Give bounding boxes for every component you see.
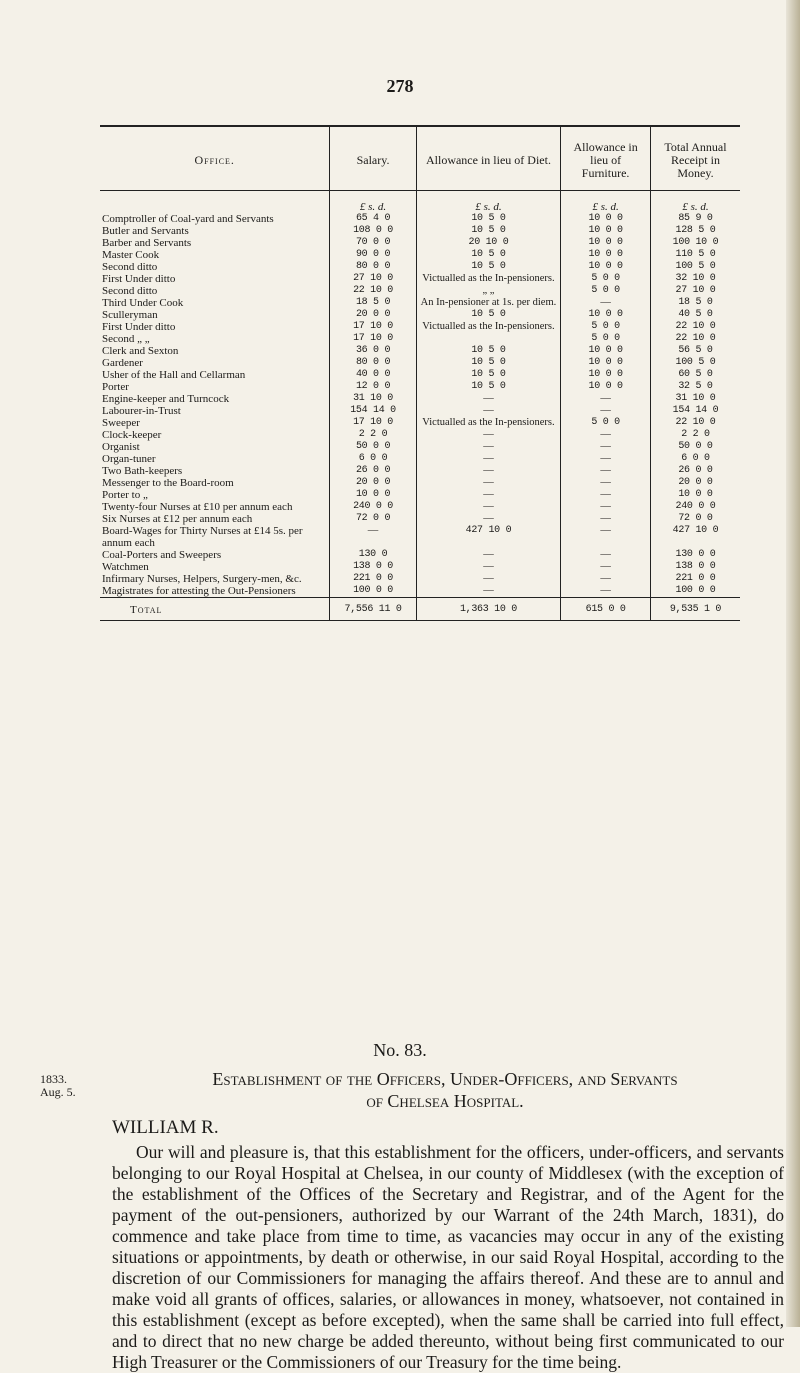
cell-total: 32 5 0 bbox=[650, 381, 740, 393]
table-row bbox=[100, 261, 740, 273]
cell-office: Gardener bbox=[102, 357, 143, 369]
cell-diet: 10 5 0 bbox=[416, 249, 561, 261]
table-row bbox=[100, 405, 740, 417]
cell-total: 100 5 0 bbox=[650, 261, 740, 273]
cell-office: Clock-keeper bbox=[102, 429, 162, 441]
cell-office: Sculleryman bbox=[102, 309, 158, 321]
total-furniture: 615 0 0 bbox=[561, 598, 651, 621]
cell-office: Butler and Servants bbox=[102, 225, 189, 237]
cell-salary: 80 0 0 bbox=[330, 357, 416, 369]
table-row bbox=[100, 585, 740, 598]
cell-salary: 22 10 0 bbox=[330, 285, 416, 297]
header-total: Total Annual Receipt in Money. bbox=[650, 126, 740, 191]
header-office: Office. bbox=[100, 126, 330, 191]
cell-salary: 18 5 0 bbox=[330, 297, 416, 309]
cell-office: Comptroller of Coal-yard and Servants bbox=[102, 213, 274, 225]
cell-diet: 10 5 0 bbox=[416, 261, 561, 273]
table-row bbox=[100, 213, 740, 225]
units-blank bbox=[100, 191, 330, 214]
establishment-table bbox=[100, 125, 740, 621]
cell-diet: An In-pensioner at 1s. per diem. bbox=[416, 297, 561, 309]
table-header-row bbox=[100, 126, 740, 191]
cell-salary: 10 0 0 bbox=[330, 489, 416, 501]
total-salary: 7,556 11 0 bbox=[330, 598, 416, 621]
sovereign-signature: WILLIAM R. bbox=[112, 1117, 219, 1138]
cell-diet: 10 5 0 bbox=[416, 369, 561, 381]
cell-salary: 65 4 0 bbox=[330, 213, 416, 225]
cell-total: 130 0 0 bbox=[650, 549, 740, 561]
cell-salary: 100 0 0 bbox=[330, 585, 416, 598]
units-row bbox=[100, 191, 740, 214]
cell-furniture: — bbox=[561, 573, 651, 585]
cell-office: Messenger to the Board-room bbox=[102, 477, 234, 489]
cell-diet: Victualled as the In-pensioners. bbox=[416, 273, 561, 285]
cell-salary: 12 0 0 bbox=[330, 381, 416, 393]
cell-salary: 2 2 0 bbox=[330, 429, 416, 441]
header-furniture: Allowance in lieu of Furniture. bbox=[561, 126, 651, 191]
cell-diet: — bbox=[416, 453, 561, 465]
cell-diet: — bbox=[416, 513, 561, 525]
cell-office: Sweeper bbox=[102, 417, 140, 429]
table-row bbox=[100, 429, 740, 441]
cell-total: 10 0 0 bbox=[650, 489, 740, 501]
cell-furniture: 10 0 0 bbox=[561, 213, 651, 225]
cell-office: Third Under Cook bbox=[102, 297, 184, 309]
table-row bbox=[100, 297, 740, 309]
cell-furniture: — bbox=[561, 561, 651, 573]
cell-diet: 10 5 0 bbox=[416, 213, 561, 225]
cell-furniture: 10 0 0 bbox=[561, 381, 651, 393]
cell-furniture: 10 0 0 bbox=[561, 345, 651, 357]
cell-furniture: — bbox=[561, 501, 651, 513]
cell-furniture: 10 0 0 bbox=[561, 237, 651, 249]
table-row bbox=[100, 357, 740, 369]
cell-office: Usher of the Hall and Cellarman bbox=[102, 369, 246, 381]
table-row bbox=[100, 513, 740, 525]
cell-furniture: 5 0 0 bbox=[561, 321, 651, 333]
cell-office: Six Nurses at £12 per annum each bbox=[102, 513, 253, 525]
cell-furniture: 5 0 0 bbox=[561, 273, 651, 285]
cell-diet: 10 5 0 bbox=[416, 381, 561, 393]
cell-furniture: — bbox=[561, 453, 651, 465]
cell-furniture: — bbox=[561, 465, 651, 477]
cell-salary: 6 0 0 bbox=[330, 453, 416, 465]
cell-office: Board-Wages for Thirty Nurses at £14 5s. per annum each bbox=[102, 525, 303, 549]
cell-diet: 20 10 0 bbox=[416, 237, 561, 249]
total-label: Total bbox=[100, 598, 330, 621]
cell-diet: „ „ bbox=[416, 285, 561, 297]
cell-total: 20 0 0 bbox=[650, 477, 740, 489]
cell-salary: 221 0 0 bbox=[330, 573, 416, 585]
date-year: 1833. bbox=[40, 1072, 67, 1086]
cell-furniture: — bbox=[561, 297, 651, 309]
cell-office: Coal-Porters and Sweepers bbox=[102, 549, 222, 561]
cell-salary: 26 0 0 bbox=[330, 465, 416, 477]
cell-office: First Under ditto bbox=[102, 273, 176, 285]
cell-salary: 50 0 0 bbox=[330, 441, 416, 453]
table-row bbox=[100, 225, 740, 237]
cell-office: Organist bbox=[102, 441, 140, 453]
cell-salary: 27 10 0 bbox=[330, 273, 416, 285]
cell-diet: 10 5 0 bbox=[416, 225, 561, 237]
cell-total: 40 5 0 bbox=[650, 309, 740, 321]
document-heading bbox=[105, 1068, 785, 1112]
cell-total: 18 5 0 bbox=[650, 297, 740, 309]
cell-total: 128 5 0 bbox=[650, 225, 740, 237]
table-row bbox=[100, 381, 740, 393]
table-row bbox=[100, 525, 740, 549]
table-row bbox=[100, 453, 740, 465]
cell-furniture: 5 0 0 bbox=[561, 285, 651, 297]
cell-total: 85 9 0 bbox=[650, 213, 740, 225]
cell-total: 154 14 0 bbox=[650, 405, 740, 417]
cell-salary: — bbox=[330, 525, 416, 549]
date-margin bbox=[40, 1073, 100, 1099]
heading-line-2: of Chelsea Hospital. bbox=[366, 1091, 524, 1111]
table-row bbox=[100, 393, 740, 405]
cell-total: 138 0 0 bbox=[650, 561, 740, 573]
cell-total: 56 5 0 bbox=[650, 345, 740, 357]
table-row bbox=[100, 369, 740, 381]
cell-total: 100 5 0 bbox=[650, 357, 740, 369]
cell-total: 22 10 0 bbox=[650, 333, 740, 345]
table-row bbox=[100, 249, 740, 261]
cell-salary: 20 0 0 bbox=[330, 477, 416, 489]
units-furniture: £ s. d. bbox=[561, 191, 651, 214]
cell-office: Watchmen bbox=[102, 561, 149, 573]
cell-salary: 70 0 0 bbox=[330, 237, 416, 249]
cell-diet bbox=[416, 333, 561, 345]
cell-office: Twenty-four Nurses at £10 per annum each bbox=[102, 501, 293, 513]
cell-total: 22 10 0 bbox=[650, 417, 740, 429]
cell-salary: 72 0 0 bbox=[330, 513, 416, 525]
cell-office: Porter to „ bbox=[102, 489, 148, 501]
cell-total: 427 10 0 bbox=[650, 525, 740, 549]
cell-total: 27 10 0 bbox=[650, 285, 740, 297]
table-row bbox=[100, 501, 740, 513]
cell-diet: — bbox=[416, 393, 561, 405]
page-edge bbox=[786, 0, 800, 1327]
cell-diet: — bbox=[416, 405, 561, 417]
units-total: £ s. d. bbox=[650, 191, 740, 214]
cell-total: 6 0 0 bbox=[650, 453, 740, 465]
cell-total: 221 0 0 bbox=[650, 573, 740, 585]
cell-furniture: 5 0 0 bbox=[561, 417, 651, 429]
cell-total: 50 0 0 bbox=[650, 441, 740, 453]
cell-office: First Under ditto bbox=[102, 321, 176, 333]
cell-salary: 108 0 0 bbox=[330, 225, 416, 237]
cell-salary: 154 14 0 bbox=[330, 405, 416, 417]
cell-diet: 10 5 0 bbox=[416, 357, 561, 369]
cell-salary: 20 0 0 bbox=[330, 309, 416, 321]
cell-furniture: — bbox=[561, 405, 651, 417]
units-diet: £ s. d. bbox=[416, 191, 561, 214]
cell-furniture: — bbox=[561, 393, 651, 405]
cell-diet: Victualled as the In-pensioners. bbox=[416, 417, 561, 429]
cell-total: 72 0 0 bbox=[650, 513, 740, 525]
cell-furniture: 10 0 0 bbox=[561, 249, 651, 261]
heading-line-1: Establishment of the Officers, Under-Officers, and Servants bbox=[212, 1069, 678, 1089]
cell-office: Infirmary Nurses, Helpers, Surgery-men, &c. bbox=[102, 573, 302, 585]
cell-total: 240 0 0 bbox=[650, 501, 740, 513]
cell-total: 100 10 0 bbox=[650, 237, 740, 249]
cell-furniture: — bbox=[561, 525, 651, 549]
cell-salary: 138 0 0 bbox=[330, 561, 416, 573]
cell-total: 100 0 0 bbox=[650, 585, 740, 598]
cell-total: 31 10 0 bbox=[650, 393, 740, 405]
cell-furniture: — bbox=[561, 585, 651, 598]
cell-office: Labourer-in-Trust bbox=[102, 405, 181, 417]
cell-office: Two Bath-keepers bbox=[102, 465, 183, 477]
table-row bbox=[100, 333, 740, 345]
cell-office: Barber and Servants bbox=[102, 237, 192, 249]
cell-salary: 240 0 0 bbox=[330, 501, 416, 513]
cell-office: Second „ „ bbox=[102, 333, 150, 345]
table-row bbox=[100, 285, 740, 297]
cell-furniture: — bbox=[561, 513, 651, 525]
cell-furniture: 10 0 0 bbox=[561, 225, 651, 237]
table-row bbox=[100, 345, 740, 357]
cell-diet: 10 5 0 bbox=[416, 345, 561, 357]
cell-office: Clerk and Sexton bbox=[102, 345, 179, 357]
cell-office: Master Cook bbox=[102, 249, 160, 261]
cell-diet: — bbox=[416, 549, 561, 561]
cell-diet: 427 10 0 bbox=[416, 525, 561, 549]
cell-furniture: — bbox=[561, 441, 651, 453]
cell-diet: — bbox=[416, 429, 561, 441]
table-row bbox=[100, 417, 740, 429]
total-total: 9,535 1 0 bbox=[650, 598, 740, 621]
cell-furniture: 5 0 0 bbox=[561, 333, 651, 345]
cell-total: 60 5 0 bbox=[650, 369, 740, 381]
cell-salary: 40 0 0 bbox=[330, 369, 416, 381]
cell-office: Second ditto bbox=[102, 285, 158, 297]
cell-total: 32 10 0 bbox=[650, 273, 740, 285]
cell-furniture: 10 0 0 bbox=[561, 369, 651, 381]
cell-diet: — bbox=[416, 489, 561, 501]
units-salary: £ s. d. bbox=[330, 191, 416, 214]
cell-salary: 90 0 0 bbox=[330, 249, 416, 261]
table-row bbox=[100, 561, 740, 573]
cell-office: Organ-tuner bbox=[102, 453, 156, 465]
cell-diet: — bbox=[416, 585, 561, 598]
cell-diet: — bbox=[416, 441, 561, 453]
header-salary: Salary. bbox=[330, 126, 416, 191]
table-row bbox=[100, 309, 740, 321]
table-row bbox=[100, 489, 740, 501]
cell-diet: — bbox=[416, 561, 561, 573]
cell-salary: 36 0 0 bbox=[330, 345, 416, 357]
cell-total: 110 5 0 bbox=[650, 249, 740, 261]
total-diet: 1,363 10 0 bbox=[416, 598, 561, 621]
cell-furniture: 10 0 0 bbox=[561, 309, 651, 321]
cell-furniture: — bbox=[561, 429, 651, 441]
cell-total: 22 10 0 bbox=[650, 321, 740, 333]
cell-salary: 130 0 bbox=[330, 549, 416, 561]
warrant-body: Our will and pleasure is, that this establishment for the officers, under-officers, and servants belonging to our Royal Hospital at Chelsea, in our county of Middlesex (with the exception of the establishment of the Offices of the Secretary and Registrar, and of the Agent for the payment of the out-pensioners, authorized by our Warrant of the 24th March, 1831), do commence and take place from time to time, as vacancies may occur in any of the existing situations or appointments, by death or otherwise, in our said Royal Hospital, according to the discretion of our Commissioners for managing the affairs thereof. And these are to annul and make void all grants of offices, salaries, or allowances in money, whatsoever, not contained in this establishment (except as before excepted), when the same shall be carried into full effect, and to direct that no new charge be added thereunto, without being first communicated to our High Treasurer or the Commissioners of our Treasury for the time being. bbox=[112, 1142, 784, 1372]
cell-salary: 80 0 0 bbox=[330, 261, 416, 273]
cell-furniture: 10 0 0 bbox=[561, 357, 651, 369]
date-day: Aug. 5. bbox=[40, 1085, 76, 1099]
cell-office: Magistrates for attesting the Out-Pensioners bbox=[102, 585, 296, 597]
cell-total: 2 2 0 bbox=[650, 429, 740, 441]
cell-furniture: — bbox=[561, 489, 651, 501]
cell-diet: — bbox=[416, 465, 561, 477]
total-row bbox=[100, 598, 740, 621]
table-row bbox=[100, 477, 740, 489]
table-row bbox=[100, 573, 740, 585]
cell-salary: 17 10 0 bbox=[330, 417, 416, 429]
table-row bbox=[100, 237, 740, 249]
cell-diet: 10 5 0 bbox=[416, 309, 561, 321]
cell-diet: — bbox=[416, 501, 561, 513]
cell-salary: 17 10 0 bbox=[330, 321, 416, 333]
cell-office: Porter bbox=[102, 381, 129, 393]
cell-salary: 31 10 0 bbox=[330, 393, 416, 405]
table-row bbox=[100, 441, 740, 453]
cell-office: Second ditto bbox=[102, 261, 158, 273]
table-row bbox=[100, 321, 740, 333]
document-number: No. 83. bbox=[373, 1040, 427, 1060]
cell-office: Engine-keeper and Turncock bbox=[102, 393, 230, 405]
cell-salary: 17 10 0 bbox=[330, 333, 416, 345]
cell-furniture: — bbox=[561, 477, 651, 489]
header-diet: Allowance in lieu of Diet. bbox=[416, 126, 561, 191]
page-number: 278 bbox=[386, 76, 414, 96]
table-row bbox=[100, 549, 740, 561]
cell-diet: — bbox=[416, 477, 561, 489]
cell-furniture: 10 0 0 bbox=[561, 261, 651, 273]
cell-total: 26 0 0 bbox=[650, 465, 740, 477]
cell-furniture: — bbox=[561, 549, 651, 561]
cell-diet: — bbox=[416, 573, 561, 585]
cell-diet: Victualled as the In-pensioners. bbox=[416, 321, 561, 333]
table-row bbox=[100, 465, 740, 477]
table-row bbox=[100, 273, 740, 285]
